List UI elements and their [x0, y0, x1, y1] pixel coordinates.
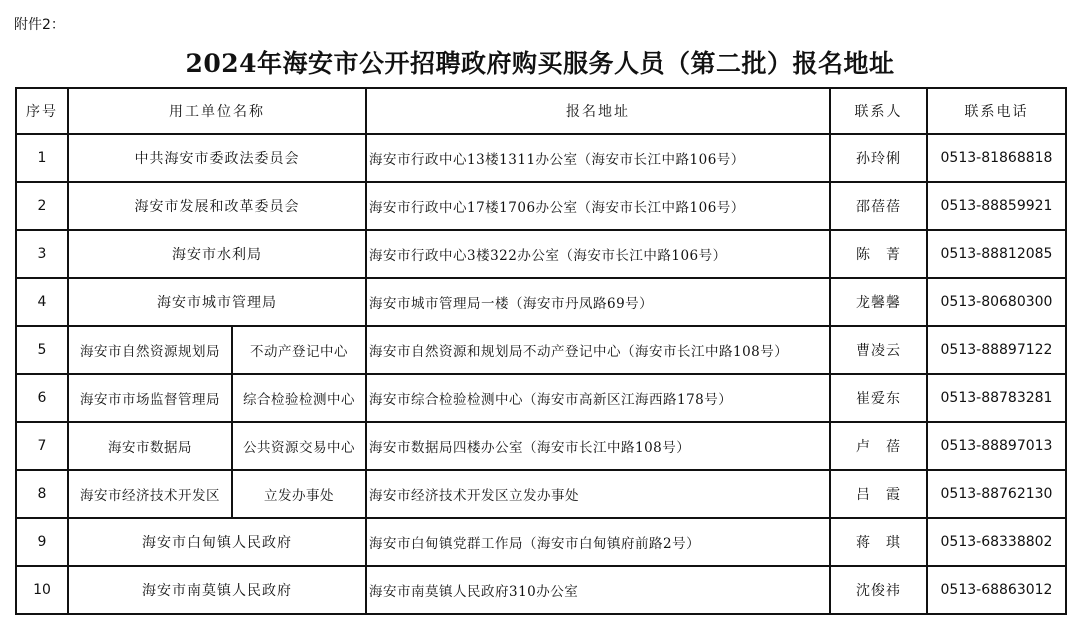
row-unit: 海安市白甸镇人民政府 — [68, 518, 366, 566]
row-unit: 海安市市场监督管理局 — [68, 374, 232, 422]
header-address: 报名地址 — [366, 88, 830, 134]
row-subunit: 立发办事处 — [232, 470, 366, 518]
row-unit: 海安市数据局 — [68, 422, 232, 470]
row-contact: 曹凌云 — [830, 326, 927, 374]
table-row — [16, 326, 1066, 374]
table-row — [16, 374, 1066, 422]
row-subunit: 综合检验检测中心 — [232, 374, 366, 422]
table-row — [16, 422, 1066, 470]
row-unit: 海安市水利局 — [68, 230, 366, 278]
row-index: 10 — [16, 566, 68, 614]
row-index: 4 — [16, 278, 68, 326]
row-index: 7 — [16, 422, 68, 470]
header-phone: 联系电话 — [927, 88, 1066, 134]
row-phone: 0513-88812085 — [927, 230, 1066, 278]
row-contact: 龙馨馨 — [830, 278, 927, 326]
row-address: 海安市自然资源和规划局不动产登记中心（海安市长江中路108号） — [366, 326, 830, 374]
row-contact: 陈 菁 — [830, 230, 927, 278]
attachment-label: 附件2： — [14, 17, 65, 33]
row-index: 2 — [16, 182, 68, 230]
row-address: 海安市南莫镇人民政府310办公室 — [366, 566, 830, 614]
row-address: 海安市数据局四楼办公室（海安市长江中路108号） — [366, 422, 830, 470]
row-phone: 0513-88897013 — [927, 422, 1066, 470]
table-row — [16, 566, 1066, 614]
row-contact: 邵蓓蓓 — [830, 182, 927, 230]
table-header-row — [16, 88, 1066, 134]
row-index: 3 — [16, 230, 68, 278]
row-address: 海安市综合检验检测中心（海安市高新区江海西路178号） — [366, 374, 830, 422]
row-unit: 海安市自然资源规划局 — [68, 326, 232, 374]
row-subunit: 不动产登记中心 — [232, 326, 366, 374]
table-row — [16, 518, 1066, 566]
row-contact: 吕 霞 — [830, 470, 927, 518]
row-contact: 孙玲俐 — [830, 134, 927, 182]
table-row — [16, 278, 1066, 326]
row-address: 海安市行政中心3楼322办公室（海安市长江中路106号） — [366, 230, 830, 278]
row-address: 海安市城市管理局一楼（海安市丹凤路69号） — [366, 278, 830, 326]
row-unit: 海安市南莫镇人民政府 — [68, 566, 366, 614]
row-unit: 海安市经济技术开发区 — [68, 470, 232, 518]
row-phone: 0513-88783281 — [927, 374, 1066, 422]
row-phone: 0513-68863012 — [927, 566, 1066, 614]
row-subunit: 公共资源交易中心 — [232, 422, 366, 470]
row-contact: 卢 蓓 — [830, 422, 927, 470]
row-phone: 0513-88762130 — [927, 470, 1066, 518]
header-unit: 用工单位名称 — [68, 88, 366, 134]
row-phone: 0513-88897122 — [927, 326, 1066, 374]
row-phone: 0513-68338802 — [927, 518, 1066, 566]
table-row — [16, 134, 1066, 182]
row-phone: 0513-88859921 — [927, 182, 1066, 230]
table-row — [16, 470, 1066, 518]
row-index: 9 — [16, 518, 68, 566]
row-address: 海安市行政中心13楼1311办公室（海安市长江中路106号） — [366, 134, 830, 182]
row-unit: 中共海安市委政法委员会 — [68, 134, 366, 182]
row-address: 海安市行政中心17楼1706办公室（海安市长江中路106号） — [366, 182, 830, 230]
row-contact: 崔爱东 — [830, 374, 927, 422]
row-address: 海安市经济技术开发区立发办事处 — [366, 470, 830, 518]
row-index: 8 — [16, 470, 68, 518]
row-address: 海安市白甸镇党群工作局（海安市白甸镇府前路2号） — [366, 518, 830, 566]
row-index: 6 — [16, 374, 68, 422]
row-unit: 海安市发展和改革委员会 — [68, 182, 366, 230]
table-row — [16, 182, 1066, 230]
header-index: 序号 — [16, 88, 68, 134]
registration-address-table — [15, 87, 1067, 615]
row-phone: 0513-81868818 — [927, 134, 1066, 182]
header-contact: 联系人 — [830, 88, 927, 134]
row-phone: 0513-80680300 — [927, 278, 1066, 326]
row-contact: 蒋 琪 — [830, 518, 927, 566]
document-title: 2024年海安市公开招聘政府购买服务人员（第二批）报名地址 — [185, 49, 895, 78]
row-index: 5 — [16, 326, 68, 374]
row-unit: 海安市城市管理局 — [68, 278, 366, 326]
table-row — [16, 230, 1066, 278]
row-contact: 沈俊祎 — [830, 566, 927, 614]
row-index: 1 — [16, 134, 68, 182]
